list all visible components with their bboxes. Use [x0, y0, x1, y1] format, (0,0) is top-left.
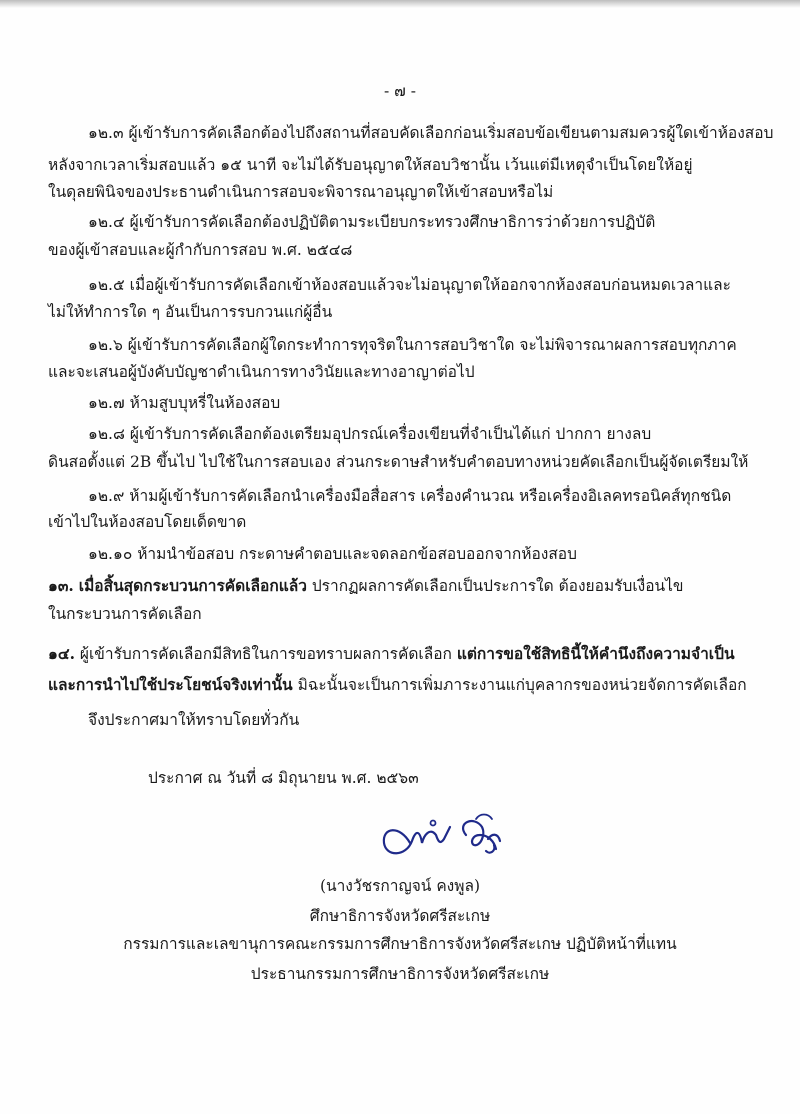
signer-title-3: ประธานกรรมการศึกษาธิการจังหวัดศรีสะเกษ — [250, 965, 550, 983]
announcement: จึงประกาศมาให้ทราบโดยทั่วกัน — [88, 711, 300, 729]
item-14 — [48, 644, 758, 664]
item-13-rest: ปรากฏผลการคัดเลือกเป็นประการใด ต้องยอมรับเงื่อนไข — [306, 577, 684, 595]
text-line: ของผู้เข้าสอบและผู้กำกับการสอบ พ.ศ. ๒๕๔๘ — [48, 241, 353, 259]
item-13-number: ๑๓. — [48, 576, 74, 595]
item-14-line2 — [48, 675, 758, 695]
item-14-text: ผู้เข้ารับการคัดเลือกมีสิทธิในการขอทราบผลการคัดเลือก — [74, 645, 457, 663]
text-line: และจะเสนอผู้บังคับบัญชาดำเนินการทางวินัยและทางอาญาต่อไป — [48, 363, 475, 381]
item-13 — [48, 576, 758, 596]
text-line: ๑๒.๙ ห้ามผู้เข้ารับการคัดเลือกนำเครื่องมือสื่อสาร เครื่องคำนวณ หรือเครื่องอิเลคทรอนิคส์ทุกชนิด — [88, 487, 732, 505]
text-line: ในดุลยพินิจของประธานดำเนินการสอบจะพิจารณาอนุญาตให้เข้าสอบหรือไม่ — [48, 183, 554, 201]
text-line: ในกระบวนการคัดเลือก — [48, 605, 202, 623]
text-line: เข้าไปในห้องสอบโดยเด็ดขาด — [48, 513, 247, 531]
text-line: ไม่ให้ทำการใด ๆ อันเป็นการรบกวนแก่ผู้อื่น — [48, 303, 333, 321]
text-line: ๑๒.๑๐ ห้ามนำข้อสอบ กระดาษคำตอบและจดลอกข้อสอบออกจากห้องสอบ — [88, 545, 577, 563]
item-14-number: ๑๔. — [48, 644, 75, 663]
text-line: ๑๒.๔ ผู้เข้ารับการคัดเลือกต้องปฏิบัติตามระเบียบกระทรวงศึกษาธิการว่าด้วยการปฏิบัติ — [88, 213, 656, 231]
text-line: ๑๒.๗ ห้ามสูบบุหรี่ในห้องสอบ — [88, 394, 281, 412]
item-13-bold: เมื่อสิ้นสุดกระบวนการคัดเลือกแล้ว — [78, 576, 307, 595]
item-14-bold: แต่การขอใช้สิทธินี้ให้คำนึงถึงความจำเป็น — [456, 644, 735, 663]
item-14-bold-2: และการนำไปใช้ประโยชน์จริงเท่านั้น — [48, 675, 293, 694]
scan-edge — [0, 0, 800, 8]
signer-title-2: กรรมการและเลขานุการคณะกรรมการศึกษาธิการจังหวัดศรีสะเกษ ปฏิบัติหน้าที่แทน — [123, 935, 677, 953]
signer-name: (นางวัชรกาญจน์ คงพูล) — [319, 877, 481, 895]
text-line: ๑๒.๖ ผู้เข้ารับการคัดเลือกผู้ใดกระทำการทุจริตในการสอบวิชาใด จะไม่พิจารณาผลการสอบทุกภาค — [88, 336, 737, 354]
signature-image — [370, 805, 530, 867]
text-line: ๑๒.๓ ผู้เข้ารับการคัดเลือกต้องไปถึงสถานที่สอบคัดเลือกก่อนเริ่มสอบข้อเขียนตามสมควรผู้ใดเข้าห้องสอบ — [88, 124, 774, 142]
text-line: ดินสอตั้งแต่ 2B ขึ้นไป ไปใช้ในการสอบเอง ส่วนกระดาษสำหรับคำตอบทางหน่วยคัดเลือกเป็นผู้จัดเตรียมให้ — [48, 453, 749, 471]
page-number: - ๗ - — [384, 82, 416, 100]
signer-title-1: ศึกษาธิการจังหวัดศรีสะเกษ — [309, 907, 491, 925]
text-line: หลังจากเวลาเริ่มสอบแล้ว ๑๕ นาที จะไม่ได้รับอนุญาตให้สอบวิชานั้น เว้นแต่มีเหตุจำเป็นโดยให้อยู่ — [48, 156, 693, 174]
announcement-date: ประกาศ ณ วันที่ ๘ มิถุนายน พ.ศ. ๒๕๖๓ — [148, 769, 419, 787]
item-14-text-2: มิฉะนั้นจะเป็นการเพิ่มภาระงานแก่บุคลากรของหน่วยจัดการคัดเลือก — [292, 676, 747, 694]
text-line: ๑๒.๘ ผู้เข้ารับการคัดเลือกต้องเตรียมอุปกรณ์เครื่องเขียนที่จำเป็นได้แก่ ปากกา ยางลบ — [88, 425, 652, 443]
text-line: ๑๒.๕ เมื่อผู้เข้ารับการคัดเลือกเข้าห้องสอบแล้วจะไม่อนุญาตให้ออกจากห้องสอบก่อนหมดเวลาและ — [88, 276, 731, 294]
